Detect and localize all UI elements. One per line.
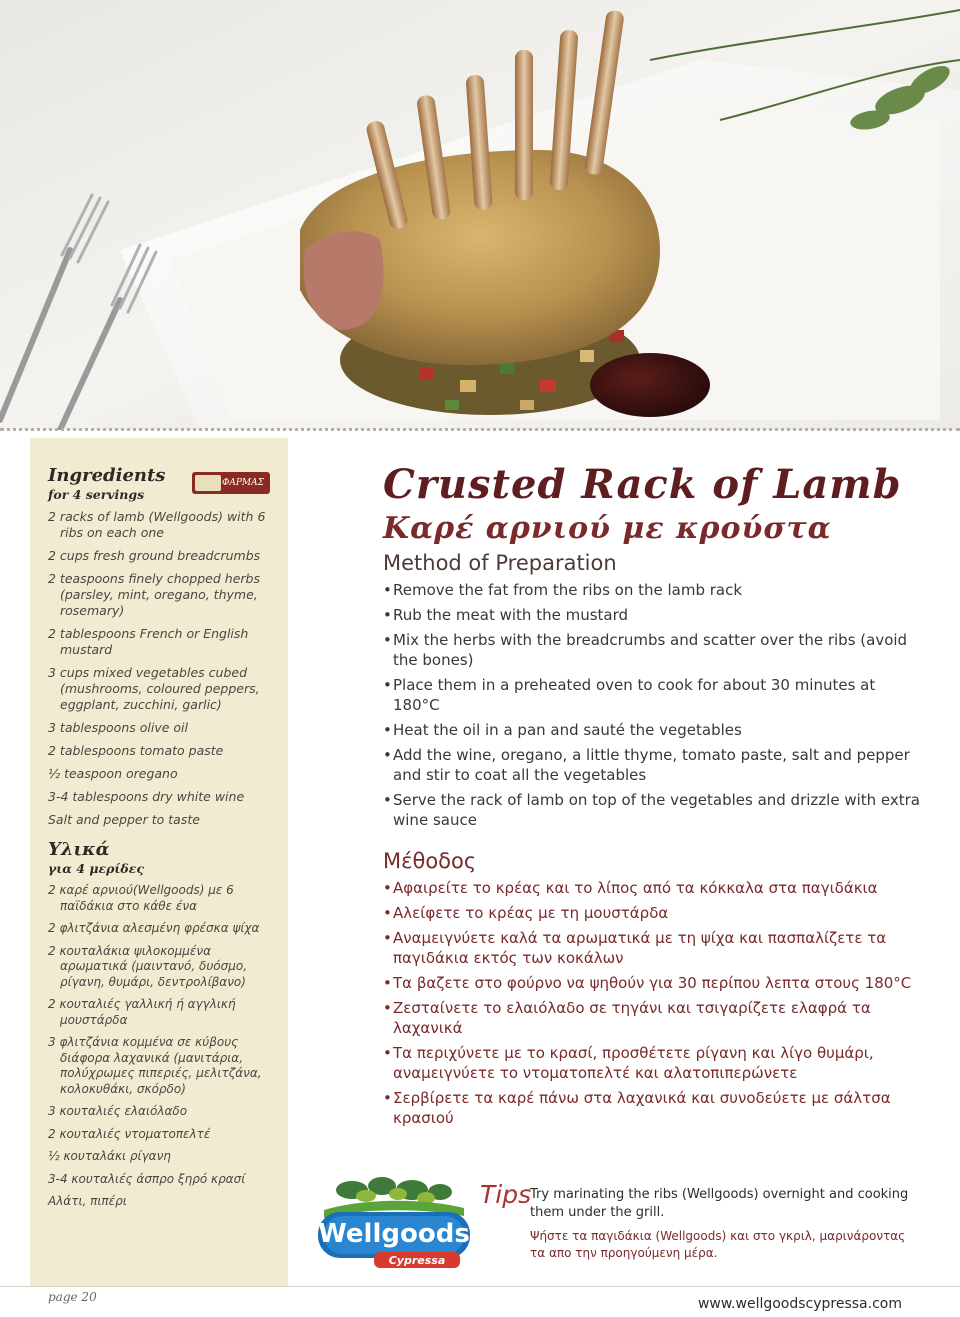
ingredients-list-gr <box>48 883 280 1210</box>
method-step: • Rub the meat with the mustard <box>383 605 923 625</box>
ingredients-gr-block <box>48 840 280 1210</box>
method-step: • Mix the herbs with the breadcrumbs and scatter over the ribs (avoid the bones) <box>383 630 923 670</box>
hero-photo <box>0 0 960 430</box>
wellgoods-logo-icon <box>314 1172 474 1272</box>
ingredient-item-gr: 2 φλιτζάνια αλεσμένη φρέσκα ψίχα <box>48 921 260 935</box>
method-heading-gr: Μέθοδος <box>383 849 477 873</box>
method-step: • Heat the oil in a pan and sauté the vegetables <box>383 720 923 740</box>
recipe-title-gr: Καρέ αρνιού με κρούστα <box>383 511 832 546</box>
ingredient-item-gr: 2 κουταλιές γαλλική ή αγγλική μουστάρδα <box>48 997 236 1027</box>
ingredient-item-gr: ½ κουταλάκι ρίγανη <box>48 1149 171 1163</box>
ingredients-panel <box>30 438 288 1286</box>
method-steps-en <box>383 580 923 835</box>
ingredient-item-gr: Αλάτι, πιπέρι <box>48 1194 127 1208</box>
method-step: • Remove the fat from the ribs on the lamb rack <box>383 580 923 600</box>
tip-text-gr: Ψήστε τα παγιδάκια (Wellgoods) και στο γκριλ, μαρινάροντας τα απο την προηγούμενη μέρα. <box>530 1229 906 1260</box>
ingredient-item: 2 tablespoons French or English mustard <box>48 626 249 657</box>
ingredient-item: 2 tablespoons tomato paste <box>48 743 224 758</box>
method-step-gr: • Σερβίρετε τα καρέ πάνω στα λαχανικά και συνοδεύετε με σάλτσα κρασιού <box>383 1088 923 1128</box>
ingredient-item: 3 cups mixed vegetables cubed (mushrooms, coloured peppers, eggplant, zucchini, garlic) <box>48 665 260 712</box>
ingredient-item-gr: 3-4 κουταλιές άσπρο ξηρό κρασί <box>48 1171 246 1186</box>
ingredient-item-gr: 2 καρέ αρνιού(Wellgoods) με 6 παϊδάκια στο κάθε ένα <box>48 883 234 913</box>
ingredient-item-gr: 3 φλιτζάνια κομμένα σε κύβους διάφορα λαχανικά (μανιτάρια, πολύχρωμες πιπεριές, μελιτζάνα, κολοκυθάκι, σκόρδο) <box>48 1035 262 1096</box>
method-step-gr: • Αλείφετε το κρέας με τη μουστάρδα <box>383 903 923 923</box>
wellgoods-logo <box>314 1172 474 1272</box>
ingredient-item-gr: 2 κουταλιές ντοματοπελτέ <box>48 1126 211 1141</box>
method-heading: Method of Preparation <box>383 551 617 575</box>
ingredient-item-gr: 2 κουταλάκια ψιλοκομμένα αρωματικά (μαιντανό, δυόσμο, ρίγανη, θυμάρι, δεντρολίβανο) <box>48 943 248 989</box>
tips-label: Tips <box>480 1180 532 1209</box>
method-step: • Add the wine, oregano, a little thyme, tomato paste, salt and pepper and stir to coat all the vegetables <box>383 745 923 785</box>
ingredients-servings-gr: για 4 μερίδες <box>48 861 144 876</box>
method-step: • Serve the rack of lamb on top of the vegetables and drizzle with extra wine sauce <box>383 790 923 830</box>
lamb-dish-illustration <box>0 0 960 430</box>
ingredients-list-en <box>48 509 280 828</box>
method-step-gr: • Αφαιρείτε το κρέας και το λίπος από τα κόκκαλα στα παγιδάκια <box>383 878 923 898</box>
ingredient-item: 3-4 tablespoons dry white wine <box>48 789 245 804</box>
wellgoods-logo-brand: Wellgoods <box>318 1219 470 1249</box>
ingredients-title: Ingredients <box>48 465 166 486</box>
footer-rule <box>0 1286 960 1287</box>
website-url[interactable]: www.wellgoodscypressa.com <box>697 1296 902 1312</box>
method-step-gr: • Ζεσταίνετε το ελαιόλαδο σε τηγάνι και τσιγαρίζετε ελαφρά τα λαχανικά <box>383 998 923 1038</box>
method-steps-gr <box>383 878 923 1133</box>
recipe-title: Crusted Rack of Lamb <box>383 461 902 508</box>
ingredient-item: Salt and pepper to taste <box>48 812 200 827</box>
ingredient-item: 2 cups fresh ground breadcrumbs <box>48 548 261 563</box>
ingredient-item-gr: 3 κουταλιές ελαιόλαδο <box>48 1104 188 1118</box>
tip-text: Try marinating the ribs (Wellgoods) overnight and cooking them under the grill. <box>530 1187 909 1220</box>
ingredients-title-gr: Υλικά <box>48 839 110 860</box>
page-number: page 20 <box>48 1290 97 1304</box>
method-step-gr: • Αναμειγνύετε καλά τα αρωματικά με τη ψίχα και πασπαλίζετε τα παγιδάκια εκτός των κοκάλων <box>383 928 923 968</box>
ingredient-item: ½ teaspoon oregano <box>48 766 178 781</box>
method-step: • Place them in a preheated oven to cook for about 30 minutes at 180°C <box>383 675 923 715</box>
wellgoods-logo-sub: Cypressa <box>388 1254 446 1267</box>
ingredient-item: 2 teaspoons finely chopped herbs (parsley, mint, oregano, thyme, rosemary) <box>48 571 260 618</box>
method-step-gr: • Τα περιχύνετε με το κρασί, προσθέτετε ρίγανη και λίγο θυμάρι, αναμειγνύετε το ντοματοπελτέ και αλατοπιπερώνετε <box>383 1043 923 1083</box>
pharma-logo-text: ΦΑΡΜΑΣ <box>221 478 264 488</box>
photo-dotted-border <box>0 428 960 431</box>
method-step-gr: • Τα βαζετε στο φούρνο να ψηθούν για 30 περίπου λεπτα στους 180°C <box>383 973 923 993</box>
ingredient-item: 2 racks of lamb (Wellgoods) with 6 ribs on each one <box>48 509 266 540</box>
ingredients-content <box>48 466 280 1217</box>
ingredient-item: 3 tablespoons olive oil <box>48 720 188 735</box>
ingredients-servings: for 4 servings <box>48 487 145 502</box>
